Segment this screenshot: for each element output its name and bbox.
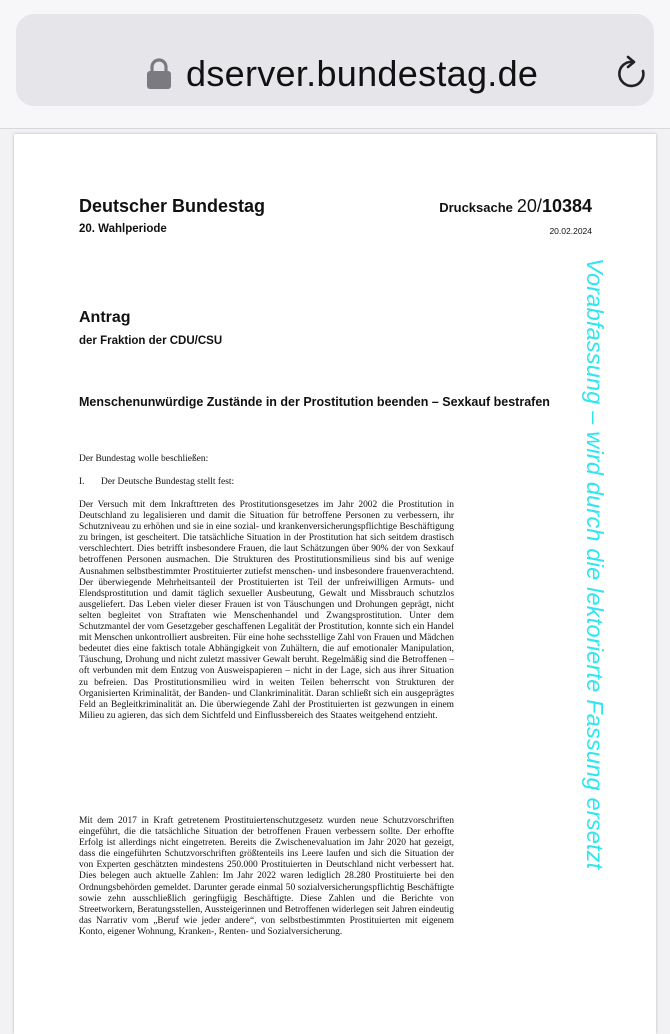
lead-sentence: Der Bundestag wolle beschließen: bbox=[79, 454, 209, 464]
paragraph: Der Versuch mit dem Inkrafttreten des Prostitutionsgesetzes im Jahr 2002 die Prostitution in Deutschland zu legalisieren und damit die Situation für betroffene Personen zu verbessern, ihr Schutzniveau zu erhöhen und sie in eine sozial- und krankenversicherungspflichtige Beschäftigung zu bringen, ist gescheitert. Die tatsächliche Situation in der Prostitution hat sich seitdem drastisch verschlechtert. Dies betrifft insbesondere Frauen, die laut Schätzungen über 90% der von Sexkauf betroffenen Personen ausmachen. Die Strukturen des Prostitutionsmilieus sind bis auf wenige Ausnahmen selbstbestimmter Prostituierter zutiefst menschen- und insbesondere frauenverachtend. Der überwiegende Mehrheitsanteil der Prostituierten ist Teil der unfreiwilligen Armuts- und Elendsprostitution und damit täglich sexueller Ausbeutung, Gewalt und Missbrauch schutzlos ausgeliefert. Das Leben vieler dieser Frauen ist von Täuschungen und Drohungen geprägt, nicht selten begleitet von Straftaten wie Menschenhandel und Zwangsprostitution. Unter dem Schutzmantel der vom Gesetzgeber geschaffenen Legalität der Prostitution, konnte sich ein Handel mit Menschen unkontrolliert ausbreiten. Für eine hohe sechsstellige Zahl von Frauen und Mädchen bedeutet dies eine faktisch totale Abhängigkeit von Zuhältern, die auf emotionaler Manipulation, Täuschung, Drohung und nicht zuletzt massiver Gewalt beruht. Regelmäßig sind die Betroffenen – oft verbunden mit dem Entzug von Ausweispapieren – nicht in der Lage, sich aus ihrer Situation zu befreien. Das Prostitutionsmilieu wird in weiten Teilen beherrscht von Strukturen der Organisierten Kriminalität, der Banden- und Clankriminalität. Daran schließt sich ein ausgeprägtes Feld an Begleitkriminalität an. Die überwiegende Zahl der Prostituierten ist gezwungen in einem Milieu zu agieren, das sich dem Sichtfeld und Einflussbereich des Staates weitgehend entzieht. bbox=[79, 500, 454, 721]
organization-name: Deutscher Bundestag bbox=[79, 196, 266, 216]
pdf-page bbox=[14, 134, 656, 1034]
drucksache-prefix: 20/ bbox=[516, 196, 542, 216]
document-title: Menschenunwürdige Zustände in der Prostitution beenden – Sexkauf bestrafen bbox=[79, 395, 550, 409]
paragraph: Mit dem 2017 in Kraft getretenem Prostituiertenschutzgesetz wurden neue Schutzvorschriften eingeführt, die die tatsächliche Situation der betroffenen Frauen verbessern sollte. Der erhoffte Erfolg ist allerdings nicht eingetreten. Bereits die Zwischenevaluation im Jahr 2020 hat gezeigt, dass die eingeführten Schutzvorschriften größtenteils ins Leere laufen und sich die Situation der von Experten geschätzten mindestens 250.000 Prostituierten in Deutschland nicht verbessert hat. Dies belegen auch aktuelle Zahlen: Im Jahr 2022 waren lediglich 28.280 Prostituierte bei den Ordnungsbehörden gemeldet. Darunter gerade einmal 50 sozialversicherungspflichtig Beschäftigte sowie zehn ausschließlich geringfügig Beschäftigte. Diese Zahlen und die Berichte von Streetworkern, Beratungsstellen, Aussteigerinnen und Betroffenen widerlegen seit Jahren eindeutig das Narrativ vom „Beruf wie jeder andere“, von selbstbestimmten Prostituierten mit eigenem Konto, eigener Wohnung, Kranken-, Renten- und Sozialversicherung. bbox=[79, 816, 454, 937]
wahlperiode: 20. Wahlperiode bbox=[79, 223, 167, 235]
document-type: Antrag bbox=[79, 309, 131, 326]
section-number: I. bbox=[79, 477, 85, 487]
document-date: 20.02.2024 bbox=[549, 226, 592, 236]
reload-icon[interactable] bbox=[612, 54, 652, 94]
section-heading bbox=[79, 477, 454, 488]
drucksache-number bbox=[439, 196, 592, 217]
faction: der Fraktion der CDU/CSU bbox=[79, 335, 223, 347]
draft-watermark: Vorabfassung – wird durch die lektorierte Fassung ersetzt bbox=[582, 258, 608, 870]
section-heading-text: Der Deutsche Bundestag stellt fest: bbox=[101, 477, 235, 487]
lock-icon bbox=[146, 58, 172, 90]
browser-toolbar bbox=[0, 0, 670, 129]
drucksache-label: Drucksache bbox=[439, 200, 513, 215]
url-text[interactable]: dserver.bundestag.de bbox=[186, 53, 539, 94]
drucksache-id: 10384 bbox=[541, 196, 592, 216]
address-bar[interactable] bbox=[16, 14, 654, 106]
